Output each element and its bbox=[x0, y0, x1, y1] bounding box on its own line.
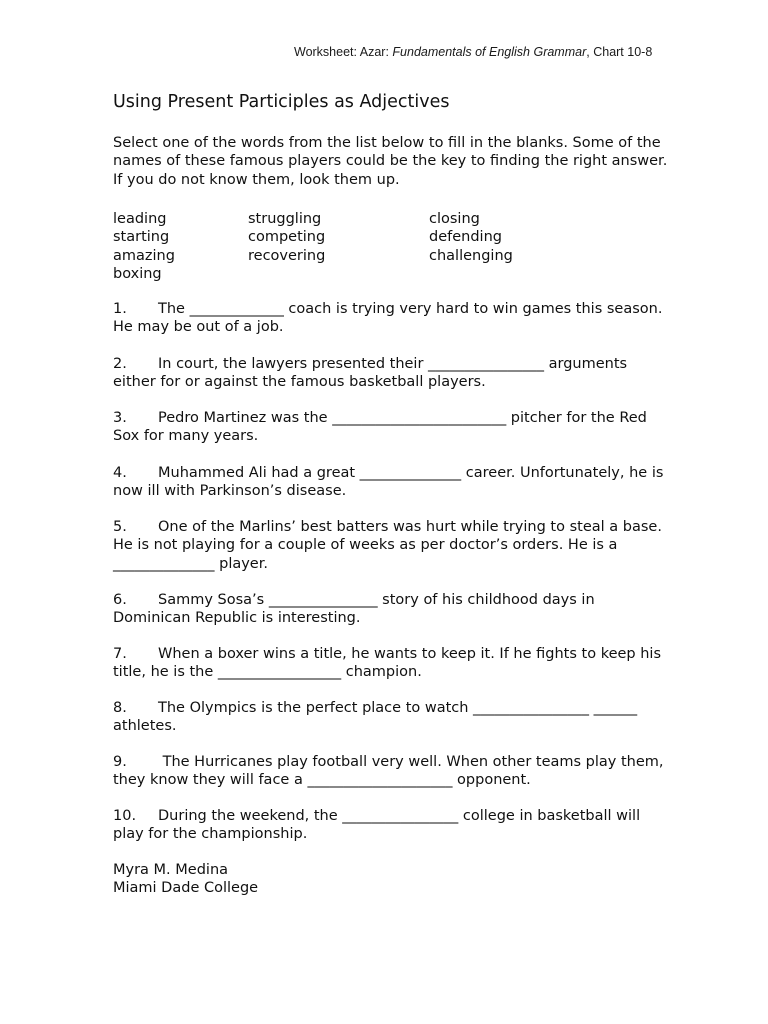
question-8 bbox=[113, 699, 673, 736]
question-3 bbox=[113, 409, 673, 446]
author-institution: Miami Dade College bbox=[113, 880, 259, 897]
question-4 bbox=[113, 464, 673, 501]
question-5 bbox=[113, 518, 673, 573]
instructions: Select one of the words from the list below to fill in the blanks. Some of the names of these famous players could be the key to finding the right answer. If you do not know them, look them up. bbox=[113, 135, 668, 188]
author-signature bbox=[113, 861, 258, 898]
word-bank-word: starting bbox=[113, 229, 170, 246]
question-text: Muhammed Ali had a great ______________ career. Unfortunately, he is now ill with Parkinson’s disease. bbox=[113, 465, 664, 500]
question-10 bbox=[113, 807, 673, 844]
question-number: 1. bbox=[113, 301, 127, 317]
word-bank-word: recovering bbox=[248, 247, 326, 264]
question-text: Pedro Martinez was the ________________________ pitcher for the Red Sox for many years. bbox=[113, 410, 647, 445]
question-text: The _____________ coach is trying very hard to win games this season. He may be out of a job. bbox=[113, 301, 663, 336]
word-bank-word: amazing bbox=[113, 247, 175, 264]
question-number: 6. bbox=[113, 592, 127, 608]
question-number: 9. bbox=[113, 754, 127, 770]
question-number: 5. bbox=[113, 519, 127, 535]
question-text: The Hurricanes play football very well. When other teams play them, they know they will face a ____________________ opponent. bbox=[113, 754, 664, 789]
header-suffix: , Chart 10-8 bbox=[586, 45, 653, 59]
author-name: Myra M. Medina bbox=[113, 862, 229, 878]
question-text: During the weekend, the ________________ college in basketball will play for the championship. bbox=[113, 808, 641, 843]
word-bank-word: challenging bbox=[429, 247, 513, 264]
word-bank-word: closing bbox=[429, 211, 480, 227]
question-text: Sammy Sosa’s _______________ story of his childhood days in Dominican Republic is interesting. bbox=[113, 592, 595, 627]
question-number: 8. bbox=[113, 700, 127, 716]
question-6 bbox=[113, 591, 673, 628]
word-bank-word: struggling bbox=[248, 211, 322, 227]
worksheet-header bbox=[294, 45, 652, 59]
question-2 bbox=[113, 355, 673, 392]
question-number: 10. bbox=[113, 808, 137, 824]
question-number: 4. bbox=[113, 465, 127, 481]
question-9 bbox=[113, 753, 673, 790]
question-text: In court, the lawyers presented their ________________ arguments either for or against the famous basketball players. bbox=[113, 356, 628, 391]
question-text: One of the Marlins’ best batters was hurt while trying to steal a base. He is not playing for a couple of weeks as per doctor’s orders. He is a ______________ player. bbox=[113, 519, 662, 572]
word-bank-word: competing bbox=[248, 229, 326, 246]
header-prefix: Worksheet: Azar: bbox=[294, 45, 393, 59]
word-bank-word: boxing bbox=[113, 265, 162, 282]
word-bank-word: defending bbox=[429, 229, 502, 246]
header-book-title: Fundamentals of English Grammar bbox=[392, 45, 587, 59]
page-title: Using Present Participles as Adjectives bbox=[113, 92, 450, 112]
question-text: The Olympics is the perfect place to watch ________________ ______ athletes. bbox=[113, 700, 638, 735]
question-number: 7. bbox=[113, 646, 127, 662]
question-7 bbox=[113, 645, 673, 682]
question-number: 3. bbox=[113, 410, 127, 426]
question-text: When a boxer wins a title, he wants to keep it. If he fights to keep his title, he is the _________________ champion. bbox=[113, 646, 661, 681]
question-1 bbox=[113, 300, 673, 337]
word-bank-word: leading bbox=[113, 211, 167, 227]
question-number: 2. bbox=[113, 356, 127, 372]
